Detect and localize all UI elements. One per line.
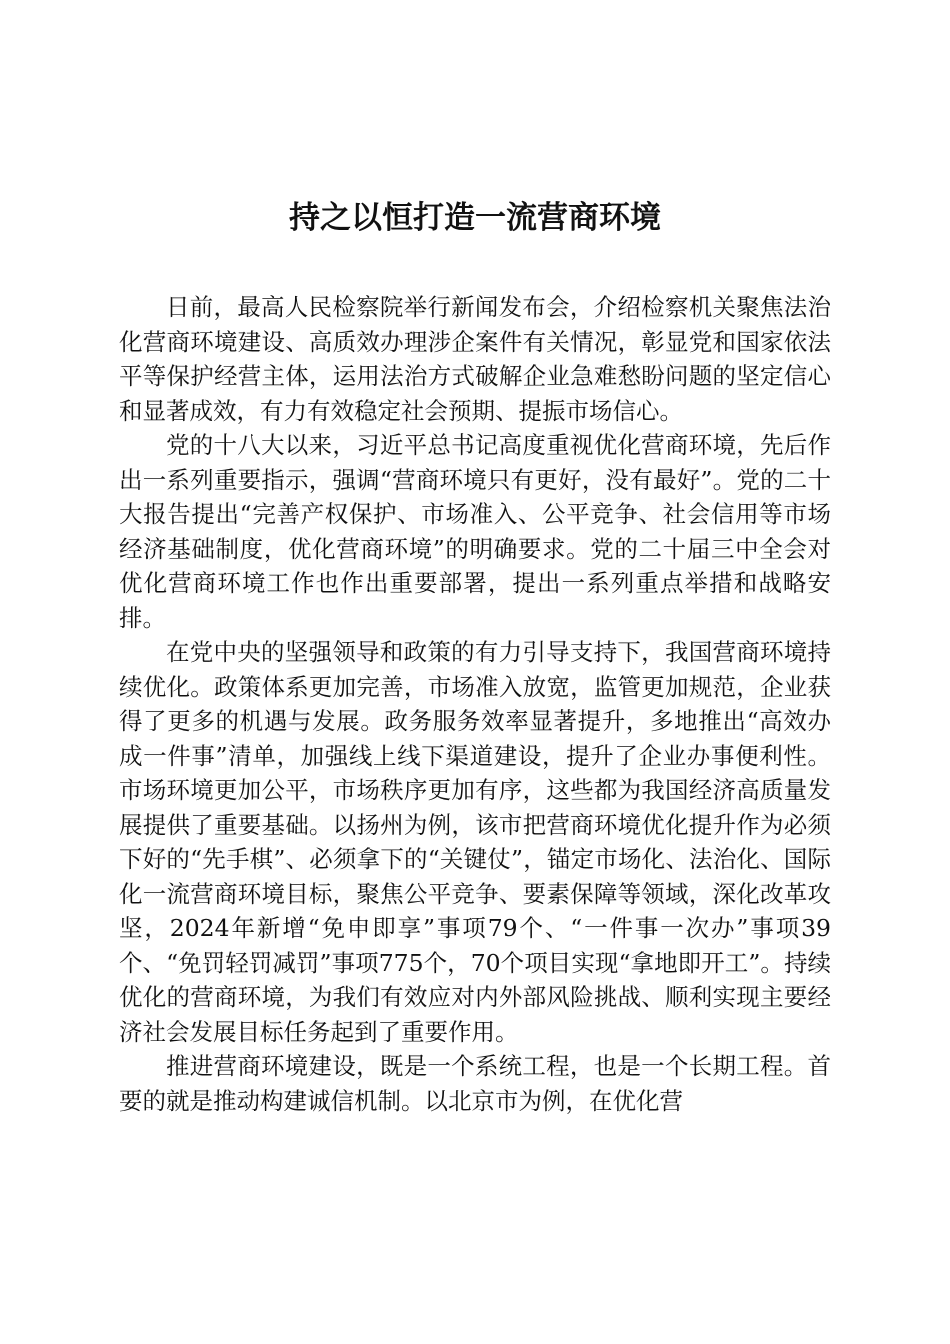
document-title: 持之以恒打造一流营商环境 (289, 200, 661, 236)
paragraph-2: 党的十八大以来，习近平总书记高度重视优化营商环境，先后作出一系列重要指示，强调“营商环境只有更好，没有最好”。党的二十大报告提出“完善产权保护、市场准入、公平竞争、社会信用等市场经济基础制度，优化营商环境”的明确要求。党的二十届三中全会对优化营商环境工作也作出重要部署，提出一系列重点举措和战略安排。 (119, 431, 831, 632)
paragraph-3: 在党中央的坚强领导和政策的有力引导支持下，我国营商环境持续优化。政策体系更加完善，市场准入放宽，监管更加规范，企业获得了更多的机遇与发展。政务服务效率显著提升，多地推出“高效办成一件事”清单，加强线上线下渠道建设，提升了企业办事便利性。市场环境更加公平，市场秩序更加有序，这些都为我国经济高质量发展提供了重要基础。以扬州为例，该市把营商环境优化提升作为必须下好的“先手棋”、必须拿下的“关键仗”，锚定市场化、法治化、国际化一流营商环境目标，聚焦公平竞争、要素保障等领域，深化改革攻坚，2024年新增“免申即享”事项79个、“一件事一次办”事项39个、“免罚轻罚减罚”事项775个，70个项目实现“拿地即开工”。持续优化的营商环境，为我们有效应对内外部风险挑战、顺利实现主要经济社会发展目标任务起到了重要作用。 (119, 638, 831, 1046)
paragraph-1: 日前，最高人民检察院举行新闻发布会，介绍检察机关聚焦法治化营商环境建设、高质效办理涉企案件有关情况，彰显党和国家依法平等保护经营主体，运用法治方式破解企业急难愁盼问题的坚定信心和显著成效，有力有效稳定社会预期、提振市场信心。 (119, 293, 831, 425)
paragraph-4: 推进营商环境建设，既是一个系统工程，也是一个长期工程。首要的就是推动构建诚信机制。以北京市为例，在优化营 (119, 1052, 831, 1115)
document-body (119, 290, 831, 1118)
